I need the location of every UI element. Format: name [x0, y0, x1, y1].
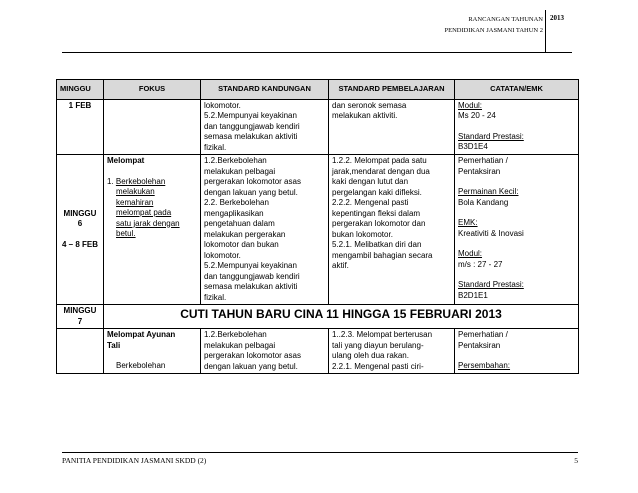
modul-label: Modul:: [458, 100, 483, 110]
text-line: kemahiran: [116, 197, 154, 207]
text-line: melakukan: [116, 187, 155, 196]
text-line: 1.2.Berkebolehan: [204, 156, 267, 165]
text-line: Pentaksiran: [458, 166, 501, 176]
fokus-title: Tali: [107, 340, 121, 350]
footer-label: PANITIA PENDIDIKAN JASMANI SKDD (2): [62, 456, 207, 465]
persembahan-label: Persembahan:: [458, 361, 511, 370]
text-line: pergerakan lokomotor asas: [204, 351, 301, 360]
cell-fokus: [104, 155, 201, 305]
cell-minggu: [57, 329, 104, 374]
cell-minggu: [57, 155, 104, 305]
cell-catatan: [455, 329, 579, 374]
document-header: [445, 14, 543, 36]
text-line: ulang oleh dua rakan.: [332, 351, 409, 360]
text-line: 1.2.Berkebolehan: [204, 330, 267, 339]
text-line: pergerakan lokomotor dan: [332, 219, 426, 228]
text-line: mengambil bahagian secara: [332, 250, 433, 260]
text-line: Berkebolehan: [116, 361, 166, 370]
text-line: bukan lokomotor.: [332, 229, 393, 239]
page-number: 5: [574, 456, 578, 465]
week-label: MINGGU: [63, 208, 97, 218]
text-line: melakukan pergerakan: [204, 229, 286, 239]
modul-label: Modul:: [458, 249, 483, 258]
cell-catatan: [455, 99, 579, 155]
text-line: satu jarak dengan: [116, 218, 180, 228]
standard-prestasi-label: Standard Prestasi:: [458, 280, 524, 289]
text-line: 2.2.2. Mengenal pasti: [332, 198, 409, 207]
standard-prestasi-label: Standard Prestasi:: [458, 131, 524, 141]
text-line: 2.2. Berkebolehan: [204, 198, 269, 207]
text-line: semasa melakukan aktiviti: [204, 132, 298, 141]
text-line: 1..2.3. Melompat berterusan: [332, 330, 433, 339]
standard-prestasi-value: B2D1E1: [458, 290, 488, 300]
text-line: fizikal.: [204, 142, 227, 152]
text-line: dan seronok semasa: [332, 100, 407, 110]
text-line: dengan lakuan yang betul.: [204, 187, 298, 197]
cell-minggu: [57, 305, 104, 329]
text-line: Pemerhatian /: [458, 156, 508, 165]
text-line: melakukan pelbagai: [204, 166, 276, 176]
text-line: Pemerhatian /: [458, 330, 508, 339]
col-header-minggu: MINGGU: [57, 80, 104, 100]
text-line: 5.2.1. Melibatkan diri dan: [332, 240, 422, 249]
text-line: lokomotor.: [204, 100, 241, 110]
cell-standard-pembelajaran: [329, 99, 455, 155]
text-line: fizikal.: [204, 292, 227, 302]
header-rule: [62, 52, 572, 53]
table-row: [57, 99, 579, 155]
text-line: melompat pada: [116, 208, 172, 217]
col-header-standard-kandungan: STANDARD KANDUNGAN: [201, 80, 329, 100]
col-header-fokus: FOKUS: [104, 80, 201, 100]
text-line: aktif.: [332, 261, 349, 270]
cell-standard-kandungan: [201, 155, 329, 305]
fokus-title: Melompat Ayunan: [107, 330, 176, 339]
text-line: mengaplikasikan: [204, 208, 264, 218]
header-title: RANCANGAN TAHUNAN: [468, 16, 543, 23]
cell-catatan: [455, 155, 579, 305]
text-line: 1.2.2. Melompat pada satu: [332, 156, 427, 165]
plan-table: [56, 79, 579, 374]
modul-value: Ms 20 - 24: [458, 111, 496, 120]
text-line: tali yang diayun berulang-: [332, 340, 424, 350]
cell-standard-pembelajaran: [329, 329, 455, 374]
text-line: kepentingan fleksi dalam: [332, 208, 421, 218]
text-line: lokomotor.: [204, 250, 241, 260]
text-line: pergerakan lokomotor asas: [204, 177, 301, 186]
text-line: dengan lakuan yang betul.: [204, 361, 298, 371]
text-line: 5.2.Mempunyai keyakinan: [204, 111, 297, 120]
text-line: dan tanggungjawab kendiri: [204, 121, 300, 131]
text-line: jarak,mendarat dengan dua: [332, 166, 430, 176]
cell-standard-kandungan: [201, 329, 329, 374]
fokus-number: 1.: [107, 176, 114, 186]
text-line: 2.2.1. Mengenal pasti ciri-: [332, 361, 424, 371]
text-line: lokomotor dan bukan: [204, 240, 279, 249]
emk-value: Kreativiti & Inovasi: [458, 228, 524, 238]
col-header-catatan: CATATAN/EMK: [455, 80, 579, 100]
cell-standard-pembelajaran: [329, 155, 455, 305]
text-line: betul.: [116, 229, 136, 238]
document-footer: [62, 452, 578, 465]
week-dates: 4 – 8 FEB: [61, 239, 98, 249]
table-row: [57, 329, 579, 374]
permainan-kecil-label: Permainan Kecil:: [458, 187, 519, 196]
text-line: kaki dengan lutut dan: [332, 177, 409, 186]
modul-value: m/s : 27 - 27: [458, 259, 503, 269]
cell-fokus: [104, 329, 201, 374]
text-line: semasa melakukan aktiviti: [204, 282, 298, 291]
text-line: Berkebolehan: [115, 176, 166, 186]
text-line: pergelangan kaki difleksi.: [332, 187, 422, 197]
week-label: MINGGU: [63, 306, 97, 315]
holiday-banner: CUTI TAHUN BARU CINA 11 HINGGA 15 FEBRUARI 2013: [104, 305, 579, 329]
header-divider: [545, 10, 546, 52]
emk-label: EMK:: [458, 218, 478, 227]
week-number: 6: [77, 219, 83, 229]
cell-minggu: 1 FEB: [57, 99, 104, 155]
col-header-standard-pembelajaran: STANDARD PEMBELAJARAN: [329, 80, 455, 100]
text-line: dan tanggungjawab kendiri: [204, 271, 300, 281]
text-line: 5.2.Mempunyai keyakinan: [204, 261, 297, 270]
text-line: Pentaksiran: [458, 340, 501, 350]
cell-standard-kandungan: [201, 99, 329, 155]
table-row: [57, 305, 579, 329]
cell-fokus: [104, 99, 201, 155]
permainan-kecil-value: Bola Kandang: [458, 197, 509, 207]
standard-prestasi-value: B3D1E4: [458, 142, 488, 151]
text-line: melakukan pelbagai: [204, 340, 276, 350]
week-number: 7: [77, 316, 83, 326]
header-year: 2013: [550, 14, 564, 22]
header-subtitle: PENDIDIKAN JASMANI TAHUN 2: [444, 27, 543, 34]
text-line: pengetahuan dalam: [204, 219, 275, 228]
fokus-title: Melompat: [107, 156, 145, 165]
text-line: melakukan aktiviti.: [332, 111, 398, 120]
fokus-item: [107, 177, 197, 188]
table-header-row: [57, 80, 579, 100]
table-row: [57, 155, 579, 305]
